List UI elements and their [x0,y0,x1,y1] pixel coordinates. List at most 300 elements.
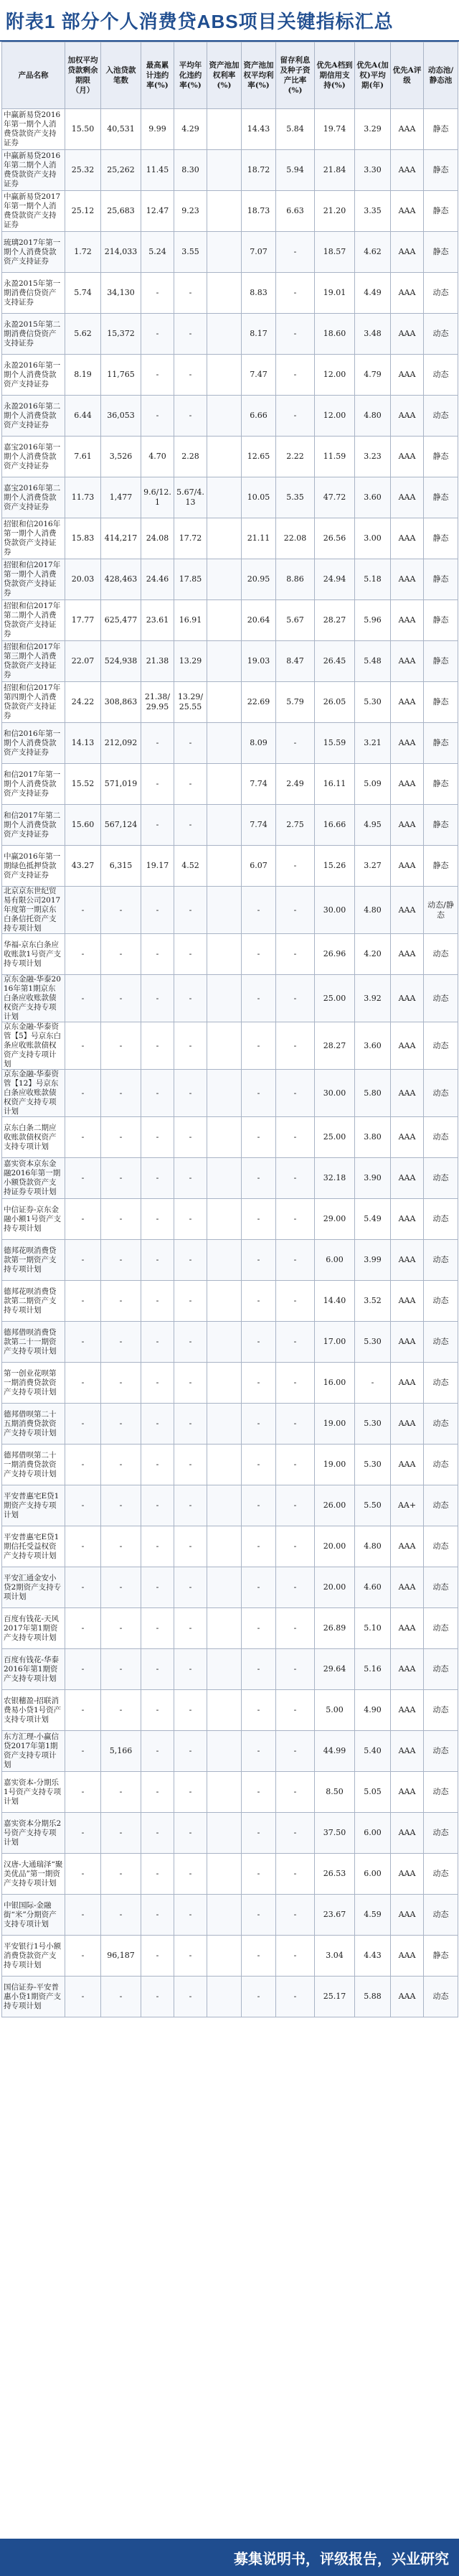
table-cell: - [141,1363,174,1404]
table-cell: - [141,1322,174,1363]
product-name-cell: 中信证券-京东金融小额1号资产支持专项计划 [2,1199,65,1240]
table-cell [207,1199,242,1240]
table-row [2,1117,458,1158]
table-cell: 静态 [424,232,458,273]
table-cell: 15,372 [101,314,141,355]
table-cell [207,1772,242,1813]
table-cell: 40,531 [101,109,141,150]
table-cell: 17.00 [315,1322,355,1363]
table-cell: 动态 [424,1485,458,1526]
table-cell: 11.73 [65,477,101,518]
product-name-cell: 德邦花呗消费贷款第一期资产支持专项计划 [2,1240,65,1281]
table-cell: - [65,1117,101,1158]
table-row [2,314,458,355]
abs-indicator-table [1,42,458,2017]
table-cell: - [141,723,174,764]
table-cell: 4.70 [141,437,174,477]
table-cell: 18.60 [315,314,355,355]
table-cell: 22.07 [65,641,101,682]
table-cell: - [276,1363,315,1404]
table-cell: 9.99 [141,109,174,150]
table-cell: 23.61 [141,600,174,641]
table-cell: - [141,975,174,1022]
table-cell: 7.74 [242,764,276,805]
table-cell: - [141,1772,174,1813]
table-cell: - [355,1363,391,1404]
table-cell: 5.62 [65,314,101,355]
table-cell: - [242,1731,276,1772]
table-cell: 4.59 [355,1895,391,1936]
table-cell: 26.89 [315,1608,355,1649]
table-cell [207,1485,242,1526]
table-row [2,1199,458,1240]
table-cell: 4.80 [355,887,391,934]
table-cell: 动态 [424,1240,458,1281]
table-cell [207,314,242,355]
table-cell: 15.50 [65,109,101,150]
table-cell: - [276,1240,315,1281]
table-cell: 5.88 [355,1977,391,2017]
table-cell: 24.22 [65,682,101,723]
table-cell: - [65,1404,101,1445]
table-header [2,42,458,109]
table-cell: 5.18 [355,559,391,600]
table-cell [207,518,242,559]
table-cell: 2.75 [276,805,315,846]
table-cell: AAA [391,1567,424,1608]
table-cell: 8.09 [242,723,276,764]
table-cell: 5.30 [355,1445,391,1485]
table-cell: - [101,1404,141,1445]
table-cell [207,1854,242,1895]
table-cell [207,437,242,477]
table-row [2,437,458,477]
table-cell: 5,166 [101,1731,141,1772]
table-cell: 静态 [424,682,458,723]
table-cell: - [242,1404,276,1445]
table-cell: 7.07 [242,232,276,273]
table-cell: 静态 [424,805,458,846]
table-cell: 动态 [424,1022,458,1070]
table-cell: - [65,1281,101,1322]
table-row [2,1281,458,1322]
table-cell: - [65,1322,101,1363]
table-row [2,191,458,232]
table-cell: 17.72 [174,518,207,559]
table-cell: 4.62 [355,232,391,273]
table-cell: 8.83 [242,273,276,314]
table-cell: - [174,396,207,437]
product-name-cell: 琉璃2017年第一期个人消费贷款资产支持证券 [2,232,65,273]
table-cell: - [101,1022,141,1070]
table-cell: 37.50 [315,1813,355,1854]
product-name-cell: 永盈2016年第二期个人消费贷款资产支持证券 [2,396,65,437]
column-header: 动态池/静态池 [424,42,458,109]
table-cell: AAA [391,273,424,314]
table-cell: - [141,1404,174,1445]
table-cell: - [276,1199,315,1240]
product-name-cell: 中银国际-金融街“米”分期资产支持专项计划 [2,1895,65,1936]
table-cell: 4.80 [355,1526,391,1567]
table-cell: - [65,975,101,1022]
table-cell: 5.79 [276,682,315,723]
table-cell: 8.50 [315,1772,355,1813]
table-cell: 28.27 [315,1022,355,1070]
table-row [2,641,458,682]
table-cell: 5.35 [276,477,315,518]
table-cell: - [141,1936,174,1977]
product-name-cell: 招银和信2017年第四期个人消费贷款资产支持证券 [2,682,65,723]
table-cell: 5.67/4.13 [174,477,207,518]
table-cell: - [276,1322,315,1363]
table-cell: 5.24 [141,232,174,273]
table-row [2,846,458,887]
table-cell: 20.00 [315,1526,355,1567]
table-cell: 25.00 [315,975,355,1022]
table-cell: 动态 [424,1199,458,1240]
table-cell: 动态 [424,1117,458,1158]
table-cell: AAA [391,437,424,477]
table-cell: - [65,1158,101,1199]
table-cell: - [65,1445,101,1485]
table-cell [207,1022,242,1070]
table-cell: 6.66 [242,396,276,437]
table-cell: 3.90 [355,1158,391,1199]
table-cell: - [65,1070,101,1117]
table-cell: 4.90 [355,1690,391,1731]
table-cell [207,1117,242,1158]
table-cell: AAA [391,1070,424,1117]
table-cell: - [101,887,141,934]
table-cell: - [174,1404,207,1445]
table-cell: - [101,1649,141,1690]
table-cell: - [276,1070,315,1117]
table-cell: 11.59 [315,437,355,477]
table-cell [207,1404,242,1445]
product-name-cell: 百度有钱花-天风2017年第1期资产支持专项计划 [2,1608,65,1649]
table-cell: - [141,273,174,314]
table-cell: AAA [391,232,424,273]
table-cell: - [174,1854,207,1895]
table-cell: - [65,1199,101,1240]
table-cell: 18.73 [242,191,276,232]
table-cell: 3.92 [355,975,391,1022]
table-cell: 2.28 [174,437,207,477]
table-cell: AAA [391,887,424,934]
table-cell: - [242,1526,276,1567]
product-name-cell: 汉唐-大通瑞泽“聚美优品”第一期资产支持专项计划 [2,1854,65,1895]
table-cell: AAA [391,1731,424,1772]
table-cell: 414,217 [101,518,141,559]
table-cell [207,355,242,396]
table-cell: - [242,1117,276,1158]
table-cell: 3.00 [355,518,391,559]
table-cell: - [276,1485,315,1526]
table-cell: - [276,1404,315,1445]
table-row [2,1936,458,1977]
table-cell: - [276,232,315,273]
table-cell: 11.45 [141,150,174,191]
table-cell: 4.20 [355,934,391,975]
table-cell [207,559,242,600]
product-name-cell: 招银和信2016年第一期个人消费贷款资产支持证券 [2,518,65,559]
table-cell: - [141,1608,174,1649]
table-cell: - [276,1117,315,1158]
product-name-cell: 永盈2016年第一期个人消费贷款资产支持证券 [2,355,65,396]
table-cell: 6.00 [355,1813,391,1854]
table-row [2,1070,458,1117]
table-cell: 3,526 [101,437,141,477]
table-cell: 4.80 [355,396,391,437]
table-cell: 8.30 [174,150,207,191]
column-header: 加权平均贷款剩余期限（月） [65,42,101,109]
table-cell: - [174,1936,207,1977]
table-cell: 静态 [424,723,458,764]
product-name-cell: 嘉实资本分期乐2号资产支持专项计划 [2,1813,65,1854]
table-cell: - [141,934,174,975]
table-cell [207,1070,242,1117]
table-cell: 5.30 [355,1404,391,1445]
table-cell: 2.49 [276,764,315,805]
table-cell: - [101,1158,141,1199]
table-cell: - [65,1363,101,1404]
header-row [2,42,458,109]
table-cell [207,1240,242,1281]
table-row [2,1485,458,1526]
table-cell: 4.60 [355,1567,391,1608]
table-cell: 4.79 [355,355,391,396]
table-cell: 10.05 [242,477,276,518]
product-name-cell: 德邦花呗消费贷款第二期资产支持专项计划 [2,1281,65,1322]
table-cell: - [276,846,315,887]
table-cell: 30.00 [315,1070,355,1117]
product-name-cell: 招银和信2017年第一期个人消费贷款资产支持证券 [2,559,65,600]
table-cell: 6,315 [101,846,141,887]
table-cell: 19.17 [141,846,174,887]
table-cell: 动态 [424,1404,458,1445]
product-name-cell: 农银穗盈-招联消费易小贷1号资产支持专项计划 [2,1690,65,1731]
table-cell: - [101,1567,141,1608]
table-cell: - [101,1445,141,1485]
table-cell: - [276,273,315,314]
table-cell: 5.49 [355,1199,391,1240]
table-cell: 32.18 [315,1158,355,1199]
table-cell: 动态 [424,1281,458,1322]
table-cell: - [174,273,207,314]
table-cell: 动态 [424,1070,458,1117]
table-cell: - [242,1936,276,1977]
table-cell: 8.19 [65,355,101,396]
table-cell: AAA [391,1936,424,1977]
table-row [2,355,458,396]
table-cell: AAA [391,682,424,723]
column-header: 入池贷款笔数 [101,42,141,109]
product-name-cell: 永盈2015年第一期消费信贷资产支持证券 [2,273,65,314]
table-cell: 428,463 [101,559,141,600]
table-cell: - [174,1199,207,1240]
table-cell: 2.22 [276,437,315,477]
table-cell: 25.00 [315,1117,355,1158]
table-cell: 24.08 [141,518,174,559]
table-cell: - [141,1649,174,1690]
table-cell: 动态 [424,396,458,437]
product-name-cell: 京东金融-华泰2016年第1期京东白条应收账款债权资产支持专项计划 [2,975,65,1022]
table-cell: - [141,1567,174,1608]
table-cell: 动态 [424,1567,458,1608]
table-cell: - [276,1895,315,1936]
column-header: 最高累计违约率(%) [141,42,174,109]
table-cell: - [141,1445,174,1485]
table-cell [207,477,242,518]
table-cell: 20.00 [315,1567,355,1608]
product-name-cell: 平安汇通金安小贷2期资产支持专项计划 [2,1567,65,1608]
table-cell: AAA [391,1404,424,1445]
table-cell: 29.00 [315,1199,355,1240]
table-cell: 15.26 [315,846,355,887]
table-cell: 6.63 [276,191,315,232]
table-cell [207,1281,242,1322]
table-cell: 17.77 [65,600,101,641]
table-cell: - [242,1363,276,1404]
table-cell: - [242,1608,276,1649]
table-cell: 动态/静态 [424,887,458,934]
table-cell: - [242,1022,276,1070]
table-cell: 4.95 [355,805,391,846]
table-cell: - [174,1813,207,1854]
table-row [2,109,458,150]
table-cell: - [174,1649,207,1690]
table-cell: - [174,1772,207,1813]
table-row [2,518,458,559]
table-cell: 12.47 [141,191,174,232]
table-cell: - [276,355,315,396]
table-cell: AAA [391,1117,424,1158]
table-cell: - [65,1977,101,2017]
table-cell [207,641,242,682]
table-cell: 动态 [424,1608,458,1649]
product-name-cell: 中赢2016年第一期绿色抵押贷款资产支持证券 [2,846,65,887]
table-row [2,1731,458,1772]
table-cell: 6.00 [355,1854,391,1895]
table-cell: - [174,1158,207,1199]
table-row [2,559,458,600]
product-name-cell: 京东白条二期应收账款债权资产支持专项计划 [2,1117,65,1158]
table-cell: - [141,1485,174,1526]
table-cell: 3.60 [355,477,391,518]
table-row [2,232,458,273]
table-cell: 19.03 [242,641,276,682]
product-name-cell: 嘉实资本-分期乐1号资产支持专项计划 [2,1772,65,1813]
source-footer: 募集说明书，评级报告，兴业研究 [0,2539,459,2576]
table-cell: 16.11 [315,764,355,805]
table-cell: 3.21 [355,723,391,764]
table-cell: 3.30 [355,150,391,191]
table-cell: - [101,1322,141,1363]
table-cell [207,1690,242,1731]
table-cell: 3.04 [315,1936,355,1977]
table-cell: - [141,1199,174,1240]
table-cell: - [141,1690,174,1731]
table-row [2,1608,458,1649]
table-row [2,1445,458,1485]
table-cell: - [242,1199,276,1240]
table-cell: - [65,1731,101,1772]
table-cell: - [276,934,315,975]
table-cell: 25,683 [101,191,141,232]
table-cell: - [101,1772,141,1813]
table-cell: 8.47 [276,641,315,682]
table-cell: 静态 [424,846,458,887]
table-cell: - [65,1485,101,1526]
table-cell: 4.43 [355,1936,391,1977]
table-cell [207,1936,242,1977]
table-cell: AAA [391,1690,424,1731]
table-cell: - [174,1240,207,1281]
table-cell [207,1158,242,1199]
table-cell [207,1977,242,2017]
table-cell: 47.72 [315,477,355,518]
table-cell: 11,765 [101,355,141,396]
table-cell [207,975,242,1022]
column-header: 资产池加权利率(%) [207,42,242,109]
table-cell: 308,863 [101,682,141,723]
table-cell: - [276,1813,315,1854]
table-cell: AAA [391,559,424,600]
table-cell: - [101,1363,141,1404]
product-name-cell: 京东金融-华泰资管【12】号京东白条应收账款债权资产支持专项计划 [2,1070,65,1117]
table-cell: 动态 [424,1363,458,1404]
table-cell: - [276,1567,315,1608]
product-name-cell: 嘉宝2016年第一期个人消费贷款资产支持证券 [2,437,65,477]
table-cell: 12.00 [315,396,355,437]
table-cell: 3.27 [355,846,391,887]
table-cell: - [276,1022,315,1070]
table-cell: AAA [391,150,424,191]
table-cell: AAA [391,975,424,1022]
table-cell: - [276,723,315,764]
table-cell: 3.99 [355,1240,391,1281]
table-cell: 22.69 [242,682,276,723]
table-cell: 5.94 [276,150,315,191]
table-cell: - [141,314,174,355]
table-cell: - [276,1158,315,1199]
table-container [0,42,459,2017]
table-cell: - [174,1895,207,1936]
table-cell: 14.43 [242,109,276,150]
table-cell: 26.00 [315,1485,355,1526]
table-cell: 5.84 [276,109,315,150]
table-cell: 5.09 [355,764,391,805]
table-cell: AAA [391,1526,424,1567]
product-name-cell: 德邦借呗消费贷款第二十一期资产支持专项计划 [2,1322,65,1363]
table-cell: - [276,1445,315,1485]
table-cell: 3.35 [355,191,391,232]
table-cell: 4.52 [174,846,207,887]
table-cell: 动态 [424,934,458,975]
table-cell [207,1526,242,1567]
table-cell: - [276,1977,315,2017]
table-cell: - [242,1854,276,1895]
table-cell: - [65,1854,101,1895]
table-cell: AAA [391,1199,424,1240]
table-cell: - [174,314,207,355]
table-cell: - [101,1199,141,1240]
table-row [2,1022,458,1070]
table-cell: - [242,1977,276,2017]
table-cell: 13.29/25.55 [174,682,207,723]
table-cell: - [276,1772,315,1813]
table-cell: - [141,396,174,437]
